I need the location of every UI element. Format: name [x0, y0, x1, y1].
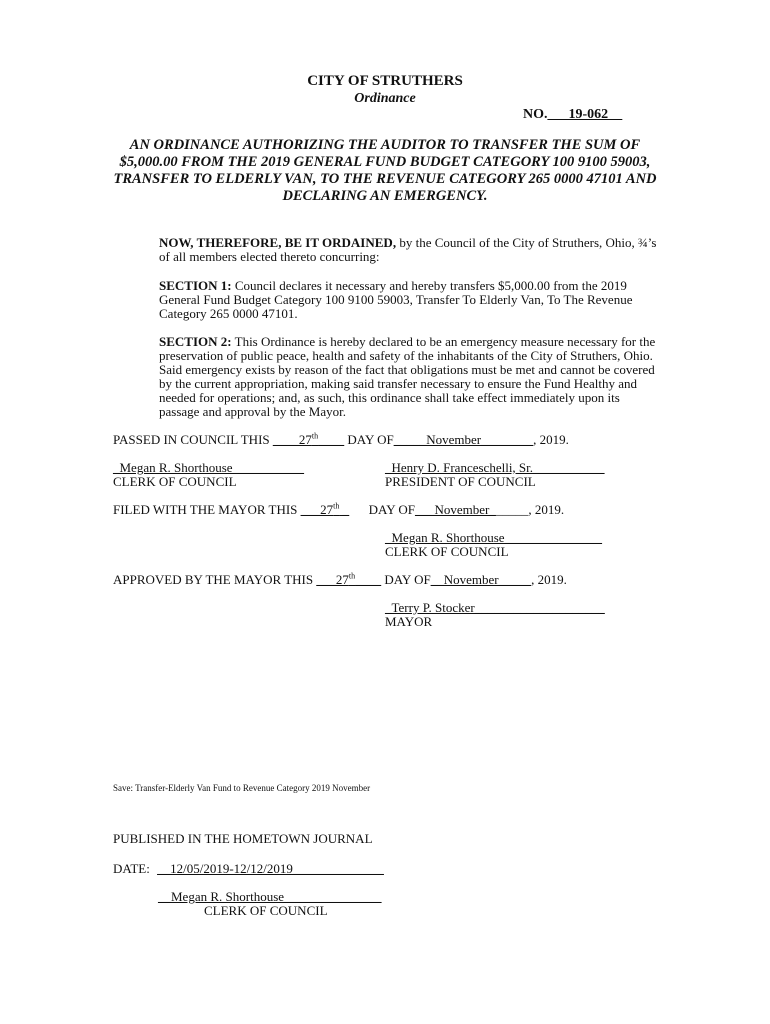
section-1-paragraph: [113, 279, 658, 321]
published-date-value: __12/05/2019-12/12/2019______________: [157, 861, 384, 876]
published-clerk-name: __Megan R. Shorthouse_______________: [158, 889, 382, 904]
section-1-text: Council declares it necessary and hereby transfers $5,000.00 from the 2019 General Fund Budget Category 100 9100 59003, Transfer To Elderly Van, To The Revenue Category 265 0000 47101.: [159, 278, 633, 321]
mayor-name: _Terry P. Stocker____________________: [385, 600, 605, 615]
intro-lead: NOW, THEREFORE, BE IT ORDAINED,: [159, 235, 397, 250]
approved-day-of: DAY OF: [381, 572, 431, 587]
save-note: Save: Transfer-Elderly Van Fund to Revenue Category 2019 November: [113, 783, 371, 793]
filed-prefix: FILED WITH THE MAYOR THIS: [113, 502, 301, 517]
published-date-label: DATE:: [113, 861, 150, 876]
passed-prefix: PASSED IN COUNCIL THIS: [113, 432, 273, 447]
clerk-1-title: CLERK OF COUNCIL: [113, 474, 237, 489]
clerk-signature-2: [385, 531, 602, 559]
published-date-line: [113, 862, 384, 876]
approved-line: [113, 573, 567, 587]
intro-text: by the Council of the City of Struthers, Ohio, ¾’s of all members elected thereto concurring:: [159, 235, 657, 264]
passed-day: ____27th____: [272, 431, 345, 447]
clerk-signature-1: [113, 461, 304, 489]
filed-day-of: DAY OF: [349, 502, 416, 517]
president-signature: [385, 461, 605, 489]
filed-month: ___November_: [415, 502, 496, 517]
section-2-text: This Ordinance is hereby declared to be an emergency measure necessary for the preservation of public peace, health and safety of the inhabitants of the City of Struthers, Ohio. Said emergency exists by reason of the fact that obligations must be met and cannot be covered by the current appropriation, making said transfer necessary to ensure the Fund Healthy and needed for operations; and, as such, this ordinance shall take effect immediately upon its passage and approval by the Mayor.: [159, 334, 656, 419]
passed-month: _____November________: [393, 432, 534, 447]
approved-day: ___27th____: [316, 571, 382, 587]
published-heading: PUBLISHED IN THE HOMETOWN JOURNAL: [113, 831, 373, 846]
city-heading: CITY OF STRUTHERS: [307, 73, 463, 89]
approved-year: , 2019.: [531, 572, 567, 587]
ordinance-title: AN ORDINANCE AUTHORIZING THE AUDITOR TO TRANSFER THE SUM OF $5,000.00 FROM THE 2019 GENERAL FUND BUDGET CATEGORY 100 9100 59003, TRANSFER TO ELDERLY VAN, TO THE REVENUE CATEGORY 265 0000 47101 AND DECLARING AN EMERGENCY.: [113, 137, 657, 204]
ordinance-number-label: NO.: [523, 107, 548, 122]
ordinance-number: [523, 106, 622, 123]
section-2-lead: SECTION 2:: [159, 334, 232, 349]
filed-line: [113, 503, 564, 517]
intro-paragraph: [113, 236, 658, 264]
mayor-signature: [385, 601, 605, 629]
filed-day: ___27th _: [300, 501, 350, 517]
president-title: PRESIDENT OF COUNCIL: [385, 474, 536, 489]
passed-line: [113, 433, 569, 447]
filed-year: _____, 2019.: [495, 502, 565, 517]
approved-month: __November_____: [430, 572, 532, 587]
clerk-2-name: _Megan R. Shorthouse_______________: [385, 530, 603, 545]
document-type: Ordinance: [354, 91, 416, 106]
ordinance-number-value: ___19-062__: [547, 107, 623, 122]
passed-year: , 2019.: [533, 432, 569, 447]
section-2-paragraph: [113, 335, 658, 419]
published-clerk-title: CLERK OF COUNCIL: [204, 903, 328, 918]
mayor-title: MAYOR: [385, 614, 433, 629]
passed-day-of: DAY OF: [344, 432, 394, 447]
president-name: _Henry D. Franceschelli, Sr.___________: [385, 460, 605, 475]
clerk-2-title: CLERK OF COUNCIL: [385, 544, 509, 559]
section-1-lead: SECTION 1:: [159, 278, 232, 293]
approved-prefix: APPROVED BY THE MAYOR THIS: [113, 572, 317, 587]
clerk-1-name: _Megan R. Shorthouse___________: [113, 460, 305, 475]
